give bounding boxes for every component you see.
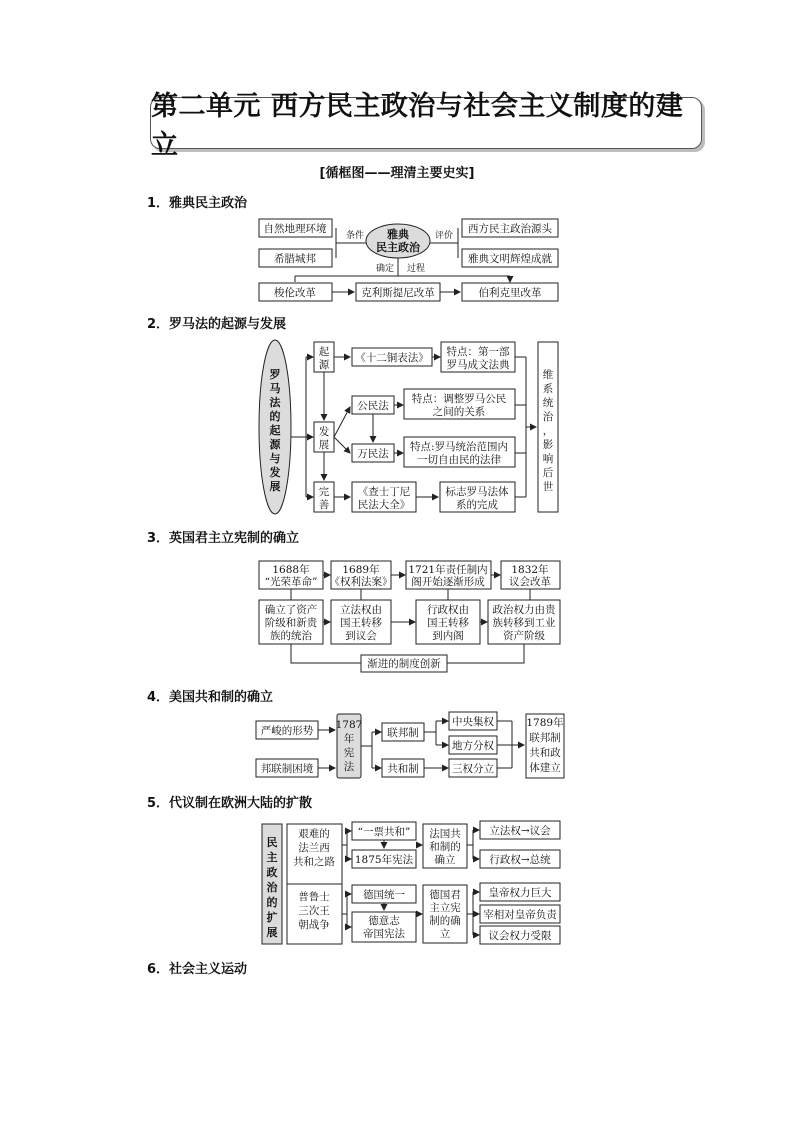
europe-root-char: 展 bbox=[266, 926, 278, 939]
europe-france-result-split bbox=[467, 830, 473, 859]
europe-france-result-line: 和制的 bbox=[429, 841, 461, 853]
europe-france-road-line: 艰难的 bbox=[298, 828, 330, 840]
rome-feature2-line: 之间的关系 bbox=[432, 406, 486, 418]
usa-result-line: 1789年 bbox=[526, 717, 564, 729]
rome-feature3-line: 特点:罗马统治范围内 bbox=[409, 441, 509, 453]
europe-german-const-line: 德意志 bbox=[368, 915, 400, 927]
rome-root-char: 马 bbox=[269, 382, 281, 395]
europe-one-vote: “一票共和” bbox=[357, 826, 411, 838]
europe-prussia-war-line: 三次王 bbox=[298, 905, 330, 917]
athens-condition-1: 自然地理环境 bbox=[263, 223, 327, 235]
rome-origin-char: 起 bbox=[318, 346, 330, 358]
europe-root-char: 政 bbox=[266, 866, 278, 879]
europe-fr-legislative: 立法权→议会 bbox=[489, 825, 551, 837]
rome-develop-char: 发 bbox=[318, 426, 330, 438]
europe-france-result-line: 法国共 bbox=[429, 828, 461, 840]
usa-split-connector bbox=[361, 732, 372, 768]
rome-civil-law: 公民法 bbox=[357, 400, 389, 412]
athens-reform-3: 伯利克里改革 bbox=[478, 287, 542, 299]
europe-root-char: 主 bbox=[266, 851, 278, 864]
europe-germany-result-line: 立 bbox=[439, 928, 451, 940]
usa-constitution-char: 1787 bbox=[335, 719, 363, 731]
britain-meaning-4-line: 政治权力由贵 bbox=[492, 604, 556, 616]
rome-root-char: 起 bbox=[269, 424, 281, 437]
usa-result-connector bbox=[497, 721, 512, 768]
rome-feature1-line: 特点：第一部 bbox=[446, 346, 510, 358]
rome-result-connector bbox=[515, 357, 526, 497]
britain-event-4-line: 议会改革 bbox=[509, 576, 551, 588]
europe-fr-executive: 行政权→总统 bbox=[489, 854, 551, 866]
rome-root-char: 罗 bbox=[269, 368, 281, 381]
europe-root-char: 治 bbox=[266, 881, 278, 894]
rome-root-char: 发 bbox=[269, 466, 281, 479]
usa-cause-1: 严峻的形势 bbox=[260, 725, 314, 737]
usa-central: 中央集权 bbox=[452, 716, 494, 728]
usa-constitution-char: 年 bbox=[343, 733, 355, 745]
britain-event-3-line: 1721年责任制内 bbox=[408, 564, 488, 576]
europe-france-road-line: 法兰西 bbox=[298, 842, 330, 854]
usa-result-line: 体建立 bbox=[529, 762, 561, 774]
britain-event-2-line: 《权利法案》 bbox=[329, 576, 393, 588]
usa-federal-connector bbox=[424, 721, 436, 745]
britain-meaning-1-line: 族的统治 bbox=[270, 630, 312, 642]
rome-feature3-line: 一切自由民的法律 bbox=[417, 454, 501, 466]
rome-result-char: 系 bbox=[542, 383, 554, 395]
subtitle: [循框图——理清主要史实] bbox=[319, 166, 475, 181]
usa-constitution-char: 宪 bbox=[343, 747, 355, 759]
athens-center-line1: 雅典 bbox=[387, 228, 409, 241]
britain-meaning-2-line: 到议会 bbox=[345, 630, 377, 642]
rome-justinian-line: 民法大全》 bbox=[357, 499, 411, 511]
europe-germany-result-line: 德国君 bbox=[429, 889, 461, 901]
europe-france-road-line: 共和之路 bbox=[293, 856, 335, 868]
section-heading-usa: 4．美国共和制的确立 bbox=[147, 690, 274, 705]
europe-root-char: 民 bbox=[266, 836, 278, 849]
europe-chancellor: 宰相对皇帝负责 bbox=[483, 909, 557, 921]
athens-diagram bbox=[259, 219, 558, 301]
rome-root-char: 与 bbox=[269, 452, 281, 465]
usa-result-line: 共和政 bbox=[529, 747, 561, 759]
britain-meaning-4-line: 族转移到工业 bbox=[492, 617, 556, 629]
europe-germany-result-line: 主立宪 bbox=[429, 902, 461, 914]
rome-result-char: 影 bbox=[542, 439, 554, 451]
britain-meaning-3-line: 国王转移 bbox=[427, 617, 469, 629]
britain-event-3-line: 阁开始逐渐形成 bbox=[411, 576, 485, 588]
rome-twelve-tables: 《十二铜表法》 bbox=[355, 352, 429, 364]
rome-diagram bbox=[259, 340, 558, 514]
rome-root-char: 的 bbox=[269, 410, 281, 423]
britain-diagram bbox=[259, 561, 560, 672]
rome-result-char: 响 bbox=[542, 453, 554, 465]
athens-confirm-label: 确定 bbox=[375, 264, 395, 274]
europe-france-split bbox=[342, 831, 347, 859]
rome-perfect-char: 完 bbox=[318, 486, 330, 498]
athens-reform-1: 梭伦改革 bbox=[274, 287, 316, 299]
rome-root-char: 展 bbox=[269, 480, 281, 493]
rome-feature1-line: 罗马成文法典 bbox=[446, 359, 510, 371]
athens-condition-2: 希腊城邦 bbox=[274, 253, 316, 265]
section-heading-athens: 1．雅典民主政治 bbox=[147, 196, 248, 211]
athens-process-label: 过程 bbox=[406, 264, 426, 274]
rome-result-char: 世 bbox=[542, 481, 554, 493]
europe-root-char: 的 bbox=[266, 896, 278, 909]
rome-result-char: 统 bbox=[542, 397, 554, 409]
britain-event-1-line: “光荣革命” bbox=[264, 576, 318, 588]
rome-root-connector bbox=[291, 357, 306, 497]
rome-arrow bbox=[334, 407, 350, 437]
britain-event-1-line: 1688年 bbox=[272, 564, 310, 576]
britain-conclusion: 渐进的制度创新 bbox=[367, 658, 441, 670]
rome-feature2-line: 特点：调整罗马公民 bbox=[411, 393, 507, 405]
athens-evaluation-1: 西方民主政治源头 bbox=[468, 223, 552, 235]
britain-meaning-2-line: 国王转移 bbox=[340, 617, 382, 629]
usa-republic: 共和制 bbox=[387, 763, 419, 775]
rome-result-char: ， bbox=[542, 425, 554, 437]
britain-meaning-2-line: 立法权由 bbox=[340, 604, 382, 616]
section-heading-britain: 3．英国君主立宪制的确立 bbox=[147, 531, 300, 546]
rome-root-char: 法 bbox=[269, 396, 281, 409]
rome-root-text bbox=[269, 367, 282, 493]
britain-event-4-line: 1832年 bbox=[511, 564, 549, 576]
britain-meaning-4-line: 资产阶级 bbox=[503, 630, 545, 642]
rome-origin-char: 源 bbox=[318, 359, 330, 371]
europe-germany-split bbox=[342, 894, 347, 927]
rome-mark-line: 系的完成 bbox=[456, 499, 498, 511]
europe-const-1875: 1875年宪法 bbox=[354, 854, 414, 866]
rome-justinian-line: 《查士丁尼 bbox=[357, 486, 411, 498]
usa-diagram bbox=[256, 712, 564, 778]
usa-cause-2: 邦联制困境 bbox=[260, 763, 314, 775]
britain-event-2-line: 1689年 bbox=[342, 564, 380, 576]
usa-federal: 联邦制 bbox=[387, 727, 419, 739]
athens-reform-2: 克利斯提尼改革 bbox=[361, 287, 435, 299]
europe-root-char: 扩 bbox=[266, 911, 278, 924]
rome-nations-law: 万民法 bbox=[357, 448, 389, 460]
rome-perfect-char: 善 bbox=[318, 499, 330, 511]
europe-diagram bbox=[262, 821, 560, 944]
section-heading-europe: 5．代议制在欧洲大陆的扩散 bbox=[147, 796, 313, 811]
usa-separation: 三权分立 bbox=[452, 763, 494, 775]
rome-root-char: 源 bbox=[269, 438, 281, 451]
athens-center-line2: 民主政治 bbox=[376, 241, 420, 254]
section-heading-rome: 2．罗马法的起源与发展 bbox=[147, 317, 287, 332]
rome-mark-line: 标志罗马法体 bbox=[445, 486, 509, 498]
europe-unification: 德国统一 bbox=[363, 889, 405, 901]
athens-cond-label: 条件 bbox=[345, 231, 365, 241]
britain-meaning-3-line: 行政权由 bbox=[427, 604, 469, 616]
usa-local: 地方分权 bbox=[452, 740, 494, 752]
rome-result-char: 维 bbox=[542, 369, 554, 381]
britain-meaning-1-line: 确立了资产 bbox=[264, 604, 318, 616]
europe-germany-result-line: 制的确 bbox=[429, 915, 461, 927]
section-heading-socialism: 6．社会主义运动 bbox=[147, 962, 248, 977]
europe-parliament: 议会权力受限 bbox=[488, 930, 552, 942]
europe-emperor-power: 皇帝权力巨大 bbox=[488, 887, 552, 899]
unit-title: 第二单元 西方民主政治与社会主义制度的建立 bbox=[151, 91, 684, 161]
europe-germany-result-split bbox=[467, 892, 473, 935]
usa-result-line: 联邦制 bbox=[529, 732, 561, 744]
britain-meaning-3-line: 到内阁 bbox=[432, 630, 464, 642]
europe-german-const-line: 帝国宪法 bbox=[363, 928, 405, 940]
rome-develop-char: 展 bbox=[318, 439, 330, 451]
britain-meaning-1-line: 阶级和新贵 bbox=[264, 617, 318, 629]
athens-eval-label: 评价 bbox=[434, 231, 454, 241]
rome-arrow bbox=[334, 437, 350, 453]
rome-result-char: 治 bbox=[542, 411, 554, 423]
rome-result-char: 后 bbox=[542, 467, 554, 479]
usa-constitution-char: 法 bbox=[343, 761, 355, 773]
europe-prussia-war-line: 朝战争 bbox=[298, 919, 330, 931]
athens-evaluation-2: 雅典文明辉煌成就 bbox=[468, 253, 552, 265]
europe-prussia-war-line: 普鲁士 bbox=[298, 891, 330, 903]
europe-france-result-line: 确立 bbox=[434, 854, 456, 866]
